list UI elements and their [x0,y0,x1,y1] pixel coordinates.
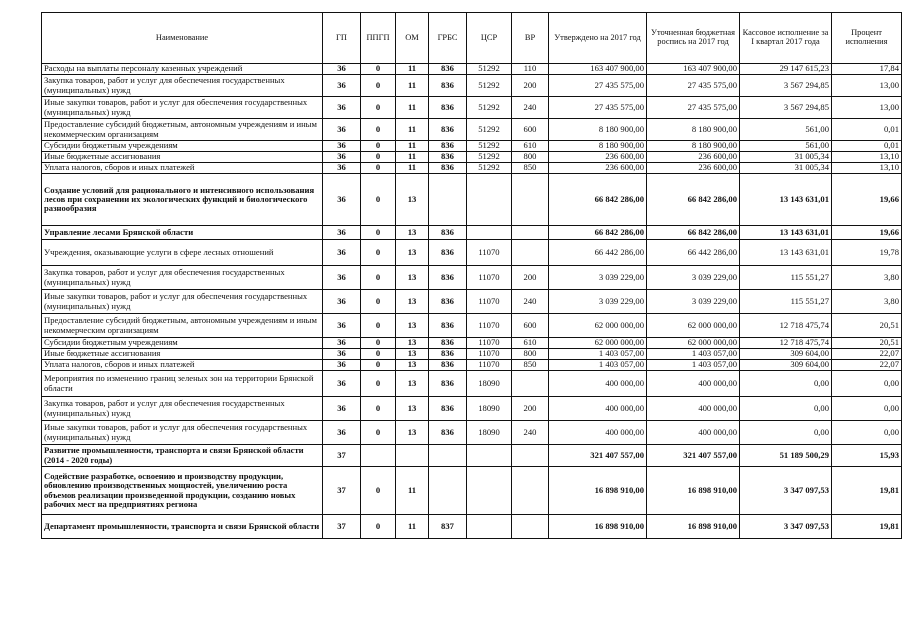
row-approved: 62 000 000,00 [549,338,647,349]
row-gp: 36 [323,290,361,314]
row-percent: 19,81 [832,467,902,515]
row-cash: 31 005,34 [740,152,832,163]
row-om: 13 [396,240,429,266]
row-refined: 8 180 900,00 [647,141,740,152]
row-refined: 27 435 575,00 [647,75,740,97]
row-refined: 163 407 900,00 [647,64,740,75]
row-grbs: 836 [429,152,467,163]
row-cash: 12 718 475,74 [740,314,832,338]
row-ppgp: 0 [361,152,396,163]
row-om: 13 [396,314,429,338]
row-vr: 850 [512,163,549,174]
row-grbs: 836 [429,349,467,360]
row-grbs: 836 [429,119,467,141]
row-percent: 0,01 [832,141,902,152]
row-refined: 1 403 057,00 [647,349,740,360]
row-vr: 240 [512,290,549,314]
row-approved: 66 442 286,00 [549,240,647,266]
row-approved: 400 000,00 [549,371,647,397]
row-ppgp: 0 [361,515,396,539]
row-percent: 19,78 [832,240,902,266]
row-gp: 36 [323,338,361,349]
row-cash: 3 347 097,53 [740,467,832,515]
row-refined: 27 435 575,00 [647,97,740,119]
row-ppgp: 0 [361,290,396,314]
row-approved: 27 435 575,00 [549,75,647,97]
table-row [42,360,902,371]
row-percent: 13,00 [832,97,902,119]
row-refined: 3 039 229,00 [647,266,740,290]
col-header-ppgp: ППГП [361,13,396,64]
row-csr: 11070 [467,338,512,349]
col-header-vr: ВР [512,13,549,64]
row-name: Создание условий для рационального и интенсивного использования лесов при сохранении их экологических функций и биологического разнообразия [42,174,323,226]
row-vr [512,445,549,467]
row-grbs: 836 [429,421,467,445]
row-name: Расходы на выплаты персоналу казенных учреждений [42,64,323,75]
row-percent: 0,01 [832,119,902,141]
row-om: 11 [396,467,429,515]
row-cash: 13 143 631,01 [740,174,832,226]
row-om: 11 [396,64,429,75]
row-om: 11 [396,515,429,539]
row-om: 13 [396,174,429,226]
row-gp: 36 [323,163,361,174]
row-percent: 13,10 [832,163,902,174]
row-cash: 13 143 631,01 [740,226,832,240]
row-grbs: 836 [429,360,467,371]
table-row [42,515,902,539]
col-header-grbs: ГРБС [429,13,467,64]
col-header-percent: Процент исполнения [832,13,902,64]
row-refined: 236 600,00 [647,152,740,163]
row-om: 11 [396,152,429,163]
row-percent: 22,07 [832,349,902,360]
row-vr: 200 [512,397,549,421]
row-percent: 3,80 [832,290,902,314]
row-om: 13 [396,266,429,290]
row-approved: 16 898 910,00 [549,467,647,515]
row-percent: 22,07 [832,360,902,371]
table-row [42,290,902,314]
table-body [42,64,902,539]
row-name: Закупка товаров, работ и услуг для обеспечения государственных (муниципальных) нужд [42,266,323,290]
row-approved: 27 435 575,00 [549,97,647,119]
row-csr: 51292 [467,141,512,152]
row-cash: 0,00 [740,397,832,421]
row-approved: 163 407 900,00 [549,64,647,75]
row-name: Иные бюджетные ассигнования [42,349,323,360]
table-row [42,152,902,163]
row-vr: 200 [512,75,549,97]
table-row [42,141,902,152]
row-cash: 29 147 615,23 [740,64,832,75]
row-grbs: 836 [429,338,467,349]
row-grbs: 836 [429,226,467,240]
row-percent: 20,51 [832,338,902,349]
row-om: 13 [396,338,429,349]
row-csr: 18090 [467,371,512,397]
row-gp: 36 [323,240,361,266]
table-row [42,338,902,349]
row-csr: 11070 [467,360,512,371]
row-cash: 51 189 500,29 [740,445,832,467]
row-approved: 16 898 910,00 [549,515,647,539]
col-header-om: ОМ [396,13,429,64]
row-gp: 36 [323,119,361,141]
table-row [42,174,902,226]
row-gp: 36 [323,371,361,397]
row-ppgp: 0 [361,174,396,226]
row-percent: 15,93 [832,445,902,467]
row-refined: 8 180 900,00 [647,119,740,141]
row-om: 11 [396,163,429,174]
row-name: Развитие промышленности, транспорта и связи Брянской области (2014 - 2020 годы) [42,445,323,467]
row-cash: 31 005,34 [740,163,832,174]
row-refined: 62 000 000,00 [647,314,740,338]
row-gp: 37 [323,445,361,467]
row-percent: 17,84 [832,64,902,75]
row-refined: 62 000 000,00 [647,338,740,349]
table-row [42,64,902,75]
row-gp: 36 [323,349,361,360]
header-row [42,13,902,64]
row-grbs: 836 [429,240,467,266]
row-om: 11 [396,75,429,97]
row-approved: 66 842 286,00 [549,226,647,240]
table-row [42,75,902,97]
budget-table [41,12,902,539]
table-row [42,314,902,338]
col-header-refined: Уточненная бюджетная роспись на 2017 год [647,13,740,64]
row-approved: 8 180 900,00 [549,141,647,152]
row-vr: 200 [512,266,549,290]
row-grbs: 836 [429,141,467,152]
row-ppgp: 0 [361,360,396,371]
row-gp: 36 [323,174,361,226]
row-cash: 0,00 [740,421,832,445]
row-percent: 19,81 [832,515,902,539]
row-ppgp: 0 [361,226,396,240]
row-refined: 321 407 557,00 [647,445,740,467]
row-vr: 800 [512,349,549,360]
row-percent: 3,80 [832,266,902,290]
row-name: Департамент промышленности, транспорта и связи Брянской области [42,515,323,539]
row-approved: 3 039 229,00 [549,290,647,314]
row-gp: 36 [323,314,361,338]
row-percent: 13,00 [832,75,902,97]
table-row [42,445,902,467]
row-om: 13 [396,290,429,314]
row-approved: 8 180 900,00 [549,119,647,141]
row-name: Уплата налогов, сборов и иных платежей [42,360,323,371]
row-csr: 11070 [467,240,512,266]
row-om: 13 [396,397,429,421]
row-percent: 0,00 [832,397,902,421]
row-grbs: 836 [429,314,467,338]
row-om: 13 [396,226,429,240]
row-cash: 3 347 097,53 [740,515,832,539]
row-vr: 600 [512,314,549,338]
row-refined: 236 600,00 [647,163,740,174]
row-gp: 36 [323,226,361,240]
row-grbs: 836 [429,64,467,75]
row-approved: 400 000,00 [549,421,647,445]
row-gp: 37 [323,515,361,539]
row-vr [512,467,549,515]
col-header-approved: Утверждено на 2017 год [549,13,647,64]
row-ppgp: 0 [361,397,396,421]
row-cash: 3 567 294,85 [740,97,832,119]
row-gp: 36 [323,141,361,152]
row-ppgp: 0 [361,64,396,75]
row-name: Иные закупки товаров, работ и услуг для обеспечения государственных (муниципальных) нужд [42,421,323,445]
row-ppgp: 0 [361,240,396,266]
row-gp: 37 [323,467,361,515]
row-refined: 400 000,00 [647,371,740,397]
row-name: Субсидии бюджетным учреждениям [42,141,323,152]
row-percent: 20,51 [832,314,902,338]
row-cash: 115 551,27 [740,290,832,314]
row-csr: 18090 [467,421,512,445]
row-vr: 610 [512,141,549,152]
row-csr [467,445,512,467]
row-ppgp: 0 [361,119,396,141]
row-refined: 66 442 286,00 [647,240,740,266]
row-name: Учреждения, оказывающие услуги в сфере лесных отношений [42,240,323,266]
row-grbs: 836 [429,266,467,290]
row-csr: 51292 [467,75,512,97]
row-vr: 850 [512,360,549,371]
row-om: 13 [396,360,429,371]
table-row [42,97,902,119]
row-vr [512,174,549,226]
col-header-cash: Кассовое исполнение за I квартал 2017 года [740,13,832,64]
row-csr: 18090 [467,397,512,421]
row-om: 13 [396,371,429,397]
row-ppgp: 0 [361,314,396,338]
row-vr: 240 [512,97,549,119]
row-name: Иные закупки товаров, работ и услуг для обеспечения государственных (муниципальных) нужд [42,290,323,314]
row-csr: 11070 [467,314,512,338]
row-csr: 51292 [467,64,512,75]
table-row [42,397,902,421]
row-percent: 0,00 [832,421,902,445]
row-cash: 3 567 294,85 [740,75,832,97]
row-approved: 321 407 557,00 [549,445,647,467]
row-cash: 115 551,27 [740,266,832,290]
row-approved: 1 403 057,00 [549,349,647,360]
row-gp: 36 [323,64,361,75]
row-ppgp: 0 [361,141,396,152]
row-om [396,445,429,467]
col-header-name: Наименование [42,13,323,64]
table-row [42,266,902,290]
row-om: 11 [396,141,429,152]
row-ppgp: 0 [361,349,396,360]
row-name: Предоставление субсидий бюджетным, автономным учреждениям и иным некоммерческим организациям [42,119,323,141]
row-cash: 309 604,00 [740,360,832,371]
row-csr [467,226,512,240]
row-refined: 1 403 057,00 [647,360,740,371]
row-ppgp: 0 [361,266,396,290]
row-grbs: 836 [429,371,467,397]
row-vr: 800 [512,152,549,163]
row-name: Содействие разработке, освоению и производству продукции, обновлению производственных мощностей, увеличению роста объемов реализации произведенной продукции, созданию новых рабочих мест на предприятиях региона [42,467,323,515]
row-cash: 561,00 [740,119,832,141]
col-header-csr: ЦСР [467,13,512,64]
row-name: Закупка товаров, работ и услуг для обеспечения государственных (муниципальных) нужд [42,75,323,97]
row-approved: 66 842 286,00 [549,174,647,226]
row-name: Иные бюджетные ассигнования [42,152,323,163]
row-gp: 36 [323,266,361,290]
row-grbs: 836 [429,290,467,314]
row-refined: 16 898 910,00 [647,467,740,515]
row-csr: 51292 [467,152,512,163]
row-csr: 51292 [467,163,512,174]
row-om: 13 [396,421,429,445]
row-refined: 16 898 910,00 [647,515,740,539]
row-om: 13 [396,349,429,360]
row-approved: 1 403 057,00 [549,360,647,371]
row-ppgp: 0 [361,371,396,397]
row-csr [467,174,512,226]
row-csr: 51292 [467,119,512,141]
row-csr: 51292 [467,97,512,119]
row-name: Закупка товаров, работ и услуг для обеспечения государственных (муниципальных) нужд [42,397,323,421]
row-cash: 309 604,00 [740,349,832,360]
table-row [42,119,902,141]
row-cash: 0,00 [740,371,832,397]
row-gp: 36 [323,97,361,119]
row-ppgp: 0 [361,163,396,174]
row-approved: 3 039 229,00 [549,266,647,290]
table-row [42,240,902,266]
row-cash: 12 718 475,74 [740,338,832,349]
row-percent: 19,66 [832,226,902,240]
table-row [42,163,902,174]
row-grbs: 836 [429,75,467,97]
row-ppgp: 0 [361,97,396,119]
row-approved: 400 000,00 [549,397,647,421]
row-grbs: 837 [429,515,467,539]
row-approved: 236 600,00 [549,152,647,163]
row-ppgp: 0 [361,338,396,349]
row-name: Иные закупки товаров, работ и услуг для обеспечения государственных (муниципальных) нужд [42,97,323,119]
row-ppgp: 0 [361,421,396,445]
row-cash: 13 143 631,01 [740,240,832,266]
row-gp: 36 [323,152,361,163]
row-grbs [429,174,467,226]
row-vr: 600 [512,119,549,141]
row-refined: 400 000,00 [647,397,740,421]
row-csr [467,515,512,539]
row-percent: 13,10 [832,152,902,163]
row-grbs [429,467,467,515]
row-csr [467,467,512,515]
row-refined: 66 842 286,00 [647,174,740,226]
table-row [42,467,902,515]
row-ppgp: 0 [361,75,396,97]
row-gp: 36 [323,397,361,421]
row-vr: 110 [512,64,549,75]
table-row [42,226,902,240]
row-vr [512,515,549,539]
row-refined: 66 842 286,00 [647,226,740,240]
row-gp: 36 [323,421,361,445]
row-name: Предоставление субсидий бюджетным, автономным учреждениям и иным некоммерческим организациям [42,314,323,338]
row-grbs: 836 [429,397,467,421]
row-refined: 3 039 229,00 [647,290,740,314]
row-csr: 11070 [467,290,512,314]
row-grbs: 836 [429,97,467,119]
row-percent: 19,66 [832,174,902,226]
row-grbs: 836 [429,163,467,174]
budget-sheet [41,12,901,539]
row-percent: 0,00 [832,371,902,397]
row-csr: 11070 [467,266,512,290]
row-ppgp [361,445,396,467]
row-cash: 561,00 [740,141,832,152]
table-row [42,371,902,397]
table-row [42,421,902,445]
row-refined: 400 000,00 [647,421,740,445]
row-ppgp: 0 [361,467,396,515]
row-gp: 36 [323,360,361,371]
row-vr [512,240,549,266]
row-vr: 610 [512,338,549,349]
row-vr [512,371,549,397]
row-name: Уплата налогов, сборов и иных платежей [42,163,323,174]
row-gp: 36 [323,75,361,97]
row-approved: 62 000 000,00 [549,314,647,338]
col-header-gp: ГП [323,13,361,64]
row-approved: 236 600,00 [549,163,647,174]
row-grbs [429,445,467,467]
row-vr [512,226,549,240]
row-name: Субсидии бюджетным учреждениям [42,338,323,349]
row-vr: 240 [512,421,549,445]
row-csr: 11070 [467,349,512,360]
table-row [42,349,902,360]
row-name: Управление лесами Брянской области [42,226,323,240]
row-om: 11 [396,97,429,119]
row-name: Мероприятия по изменению границ зеленых зон на территории Брянской области [42,371,323,397]
row-om: 11 [396,119,429,141]
